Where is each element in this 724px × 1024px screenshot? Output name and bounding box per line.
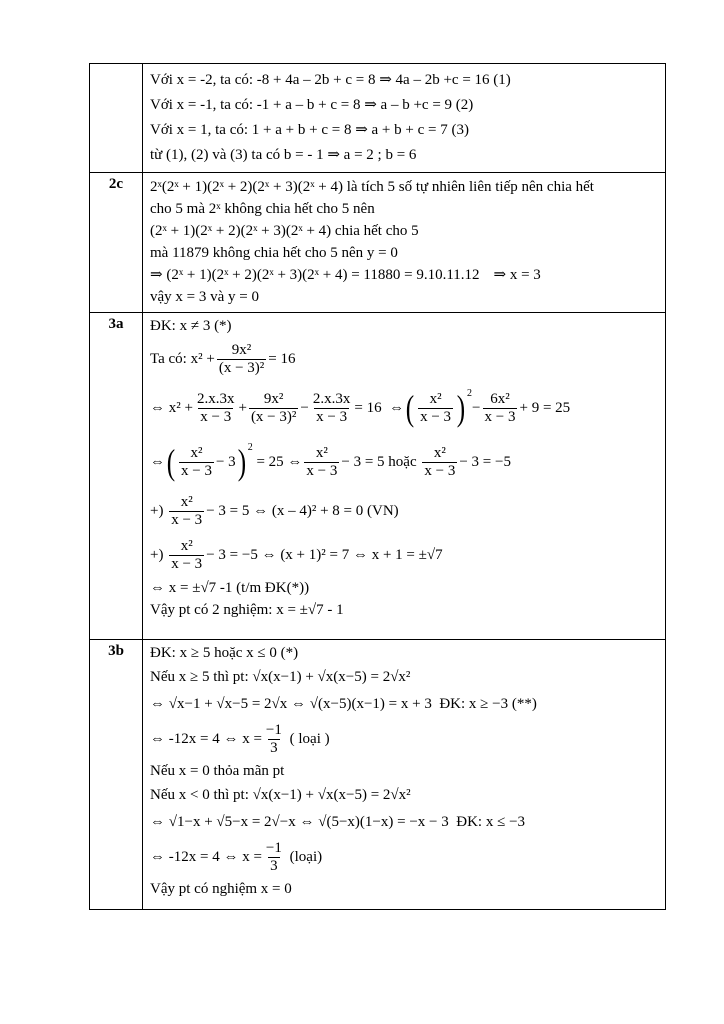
text-line — [150, 808, 659, 836]
math-expression: ⇒ (2ˣ + 1)(2ˣ + 2)(2ˣ + 3)(2ˣ + 4) — [150, 267, 348, 283]
text-line — [150, 220, 659, 242]
text-span: là tích 5 số tự nhiên liên tiếp nên chia hết — [342, 179, 594, 195]
numerator: −1 — [265, 721, 282, 738]
text-line: từ (1), (2) và (3) ta có b = - 1 ⇒ a = 2 ; b = 6 — [150, 147, 417, 163]
paren-open: ( — [405, 388, 415, 428]
paren-open: ( — [166, 442, 176, 482]
text-span: ( loại ) — [289, 730, 330, 747]
condition-note: ĐK: x ≤ −3 — [456, 814, 526, 830]
fraction — [217, 342, 266, 377]
denominator: x − 3 — [171, 555, 203, 572]
denominator: x − 3 — [200, 408, 232, 425]
numerator: −1 — [265, 839, 282, 856]
text-line: ⇔ x = ±√7 -1 (t/m ĐK(*)) — [150, 580, 310, 596]
text-span: = 11880 = 9.10.11.12 — [347, 267, 480, 283]
text-line — [150, 782, 659, 808]
text-span: Ta có: — [150, 350, 187, 367]
numerator: x² — [180, 493, 193, 510]
denominator: 3 — [270, 739, 278, 756]
denominator: (x − 3)² — [218, 359, 265, 376]
numerator: 6x² — [490, 390, 510, 407]
row-content — [143, 640, 666, 910]
equation-line — [150, 533, 659, 577]
text-span: Nếu x ≥ 5 thì pt: — [150, 669, 249, 685]
math-operator: ⇔ — [389, 399, 405, 416]
bullet-marker: +) — [150, 546, 164, 563]
table-row — [90, 173, 666, 313]
denominator: 3 — [270, 857, 278, 874]
fraction — [249, 391, 298, 426]
math-expression: x² + — [190, 350, 215, 367]
math-expression: ⇔ x² + — [150, 399, 193, 416]
math-operator: + — [238, 399, 247, 416]
fraction — [483, 391, 518, 426]
numerator: 9x² — [231, 341, 252, 358]
denominator: x − 3 — [171, 511, 203, 528]
denominator: x − 3 — [306, 462, 338, 479]
math-expression: + 9 = 25 — [519, 399, 571, 416]
math-operator: − — [472, 399, 481, 416]
text-line: Vậy pt có 2 nghiệm: x = ±√7 - 1 — [150, 602, 344, 618]
text-line: Nếu x = 0 thỏa mãn pt — [150, 763, 285, 779]
fraction — [418, 391, 453, 426]
paren-close: ) — [237, 442, 246, 482]
numerator: 2.x.3x — [312, 390, 351, 407]
math-expression: − 3 = −5 ⇔ (x + 1)² = 7 ⇔ x + 1 = ±√7 — [206, 546, 443, 563]
row-label — [90, 64, 143, 173]
text-line: Vậy pt có nghiệm x = 0 — [150, 881, 292, 897]
row-label: 3b — [90, 640, 143, 910]
condition-note: ĐK: x ≥ −3 (**) — [439, 696, 537, 712]
paren-close: ) — [456, 388, 466, 428]
table-row — [90, 64, 666, 173]
text-line: mà 11879 không chia hết cho 5 nên y = 0 — [150, 245, 398, 261]
denominator: (x − 3)² — [250, 408, 297, 425]
math-expression: = 16 — [268, 350, 296, 367]
fraction — [195, 391, 237, 426]
text-line — [150, 690, 659, 718]
row-content — [143, 173, 666, 313]
text-line — [150, 176, 659, 198]
math-expression: ⇔ -12x = 4 ⇔ x = — [150, 730, 262, 747]
math-operator: − — [300, 399, 309, 416]
math-expression: 2ˣ(2ˣ + 1)(2ˣ + 2)(2ˣ + 3)(2ˣ + 4) — [150, 179, 343, 195]
equation-line — [150, 718, 659, 760]
fraction — [422, 445, 457, 480]
solution-table — [89, 63, 666, 910]
math-expression: √x(x−1) + √x(x−5) = 2√x² — [252, 787, 411, 803]
fraction — [264, 840, 284, 875]
numerator: 2.x.3x — [196, 390, 235, 407]
fraction — [169, 494, 204, 529]
text-line: Với x = -2, ta có: -8 + 4a – 2b + c = 8 ⇒ 4a – 2b +c = 16 (1) — [150, 72, 511, 88]
math-expression: = 16 — [354, 399, 382, 416]
numerator: x² — [315, 444, 328, 461]
numerator: x² — [190, 444, 203, 461]
math-expression: − 3 = 5 ⇔ (x – 4)² + 8 = 0 (VN) — [206, 502, 399, 519]
text-line — [150, 264, 659, 286]
equation-line — [150, 489, 659, 533]
math-expression: (2ˣ + 1)(2ˣ + 2)(2ˣ + 3)(2ˣ + 4) — [150, 223, 332, 239]
math-expression: ⇔ -12x = 4 ⇔ x = — [150, 848, 262, 865]
table-row — [90, 313, 666, 640]
text-line — [150, 664, 659, 690]
fraction — [304, 445, 339, 480]
text-line: vậy x = 3 và y = 0 — [150, 289, 259, 305]
math-expression: ⇔ √x−1 + √x−5 = 2√x ⇔ √(x−5)(x−1) = x + 3 — [150, 696, 432, 712]
text-line: ĐK: x ≥ 5 hoặc x ≤ 0 (*) — [150, 645, 299, 661]
numerator: x² — [429, 390, 442, 407]
denominator: x − 3 — [420, 408, 452, 425]
fraction — [311, 391, 353, 426]
row-content — [143, 64, 666, 173]
row-label: 3a — [90, 313, 143, 640]
text-span: (loại) — [289, 848, 323, 865]
math-operator: ⇔ — [150, 453, 165, 470]
math-expression: = 25 ⇔ — [256, 453, 303, 470]
text-span: ⇒ x = 3 — [493, 267, 541, 283]
text-line: Với x = 1, ta có: 1 + a + b + c = 8 ⇒ a + b + c = 7 (3) — [150, 122, 469, 138]
table-row — [90, 640, 666, 910]
numerator: 9x² — [263, 390, 284, 407]
math-expression: √x(x−1) + √x(x−5) = 2√x² — [252, 669, 411, 685]
text-line: Với x = -1, ta có: -1 + a – b + c = 8 ⇒ a – b +c = 9 (2) — [150, 97, 474, 113]
text-span: chia hết cho 5 — [331, 223, 419, 239]
equation-line: ⇔ ( $\frac{\text{x²}}{x - 3}$ − 3 ) $^2$ = 25 ⇔ $\frac{\text{x²}}{x - 3}$ − 3 = 5 hoặc $\frac{\text{x²}}{x - 3}$ − 3 = −5 — [150, 442, 511, 482]
math-expression: − 3 = 5 — [341, 453, 385, 470]
fraction — [169, 538, 204, 573]
text-span: hoặc — [388, 453, 417, 470]
fraction — [264, 722, 284, 757]
denominator: x − 3 — [181, 462, 212, 479]
fraction — [179, 445, 214, 480]
denominator: x − 3 — [316, 408, 348, 425]
row-label: 2c — [90, 173, 143, 313]
math-expression: − 3 = −5 — [459, 453, 511, 470]
equation-line: ⇔ x² + $\frac{2.x.3x}{x - 3}$ + $\frac{\text{9x²}}{\text{(x − 3)²}}$ − $\frac{2.x.3x}{x - 3}$ = 16 ⇔ ( $\frac{\text{x²}}{x - 3}$ ) $^2$ − $\frac{\text{6x²}}{x - 3}$ + 9 = 25 — [150, 388, 571, 428]
equation-line — [150, 836, 659, 878]
numerator: x² — [433, 444, 446, 461]
text-span: Nếu x < 0 thì pt: — [150, 787, 249, 803]
numerator: x² — [180, 537, 193, 554]
bullet-marker: +) — [150, 502, 164, 519]
row-content — [143, 313, 666, 640]
denominator: x − 3 — [424, 462, 456, 479]
denominator: x − 3 — [484, 408, 516, 425]
math-expression: − 3 — [215, 453, 236, 470]
text-line: ĐK: x ≠ 3 (*) — [150, 318, 232, 334]
equation-line — [150, 337, 659, 381]
text-line: cho 5 mà 2ˣ không chia hết cho 5 nên — [150, 201, 375, 217]
math-expression: ⇔ √1−x + √5−x = 2√−x ⇔ √(5−x)(1−x) = −x − 3 — [150, 814, 449, 830]
